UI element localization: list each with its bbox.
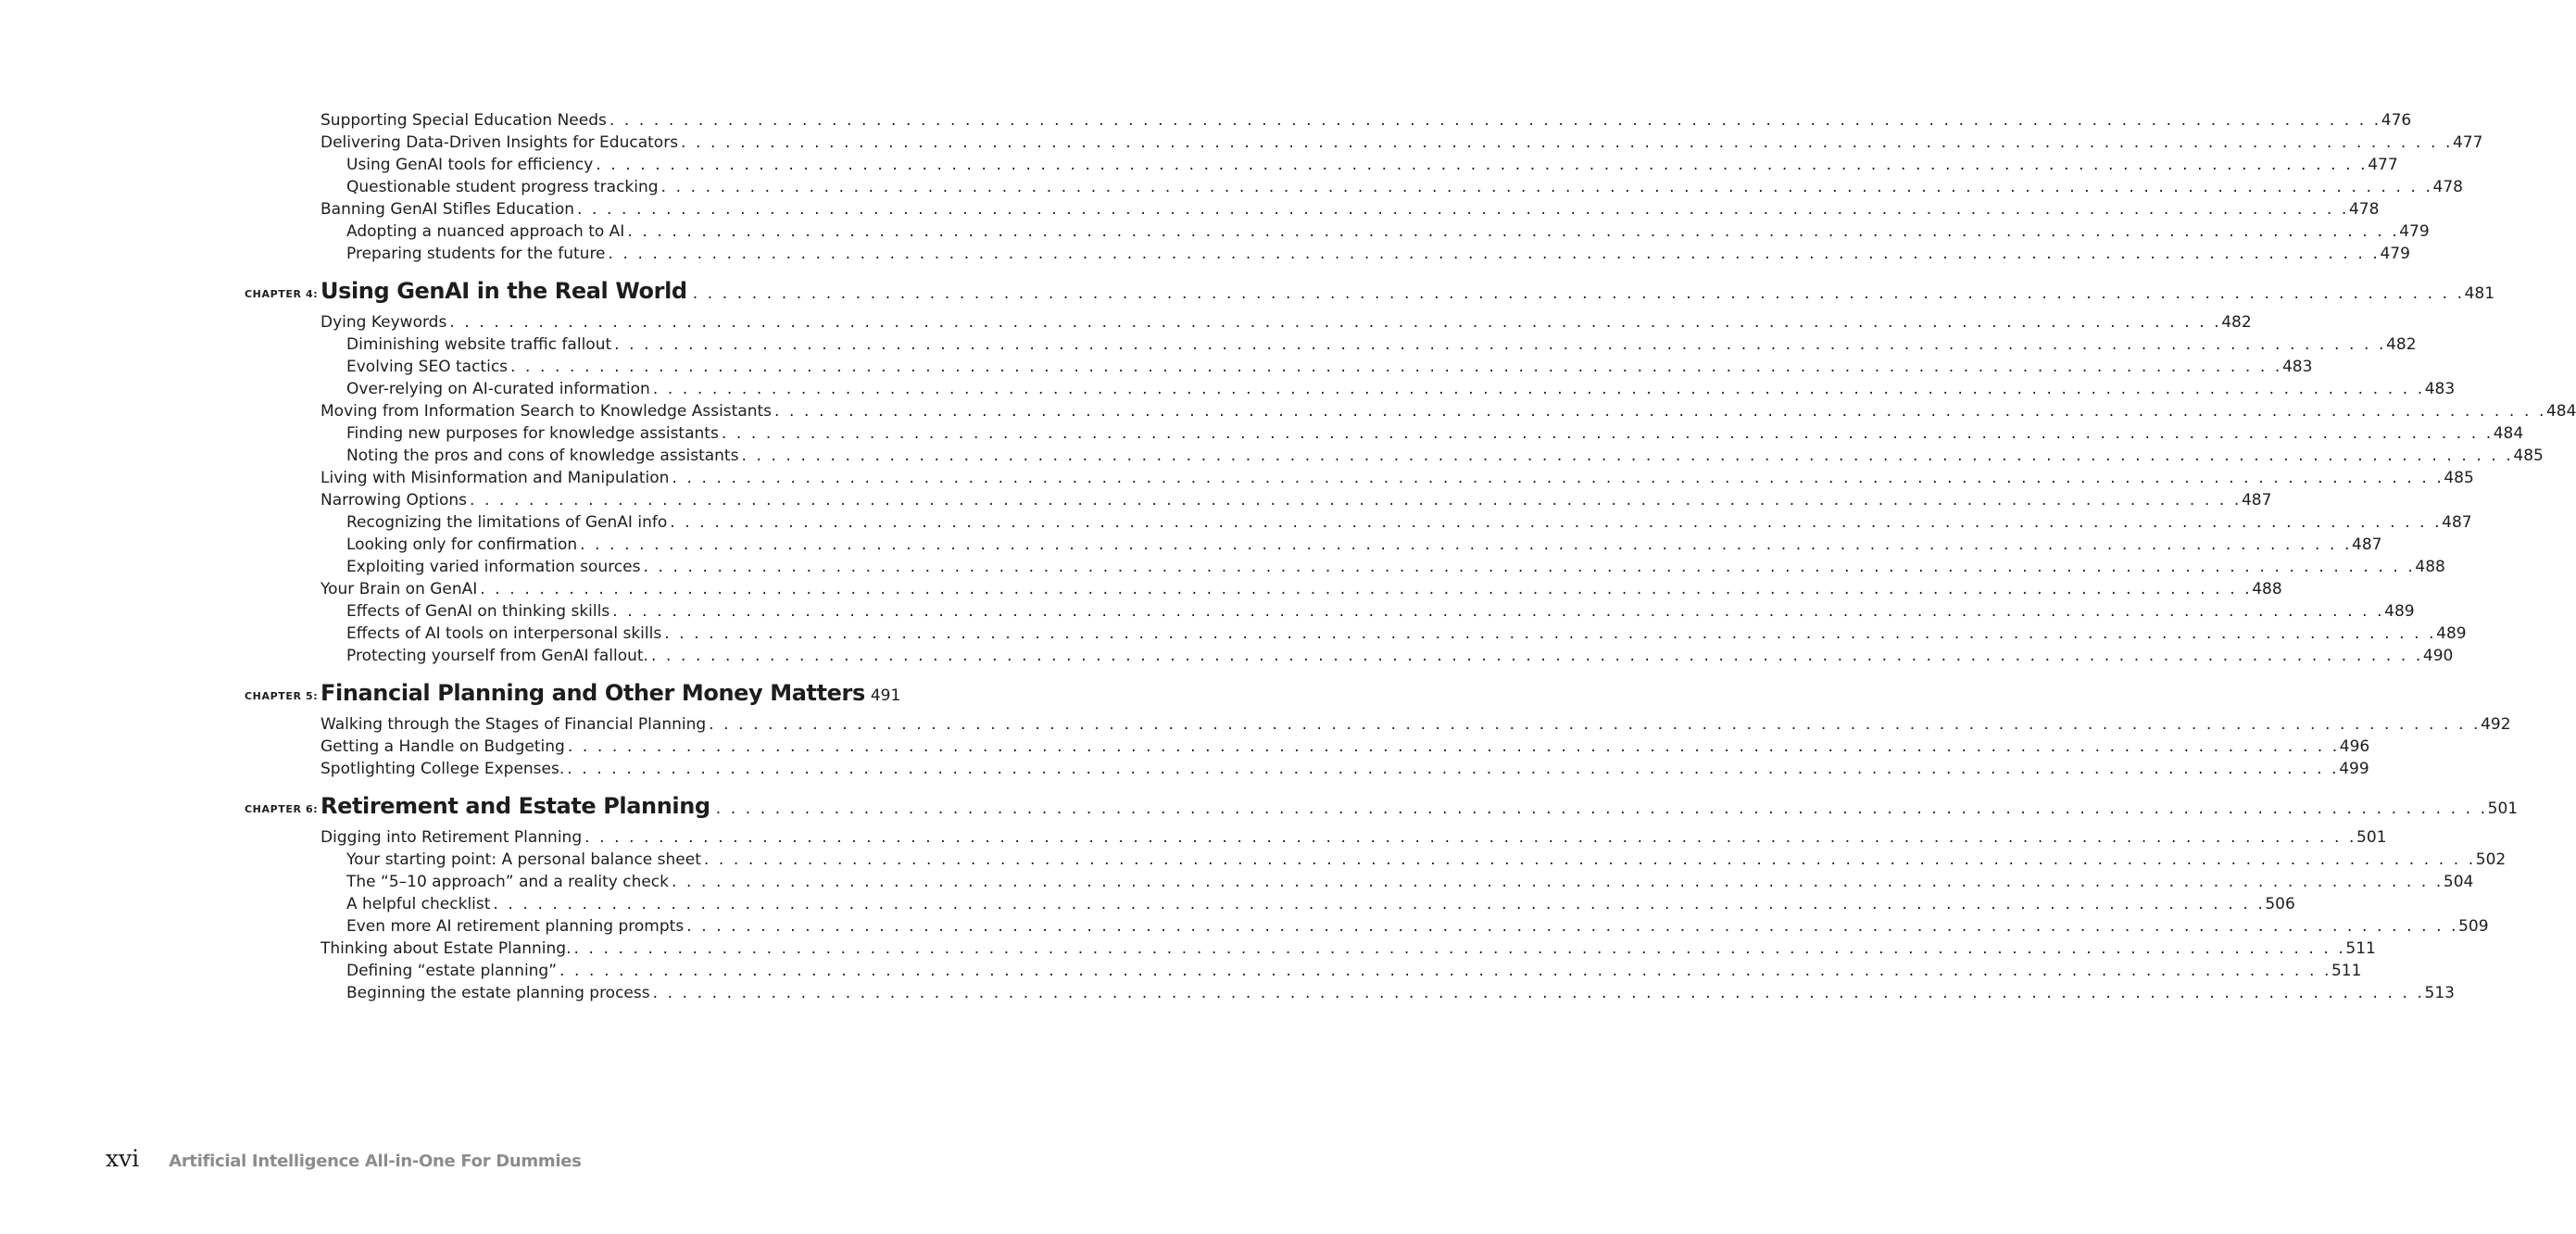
entry-title: Banning GenAI Stifles Education — [320, 200, 575, 219]
chapter-title: Retirement and Estate Planning — [320, 793, 710, 819]
dot-leader: . . . . . . . . . . . . . . . . . . . . . . . . . . . . . . . . . . . . . . . . . . . . . . . . . . . . . . . . . . . . . . . . . . . . . . . . . . . . . . . . . . . . . . . . . . . . . . . . . . . . . . . . . . . . . . . . . . . . . . . . — [470, 491, 2242, 510]
entry-page-number: 479 — [2380, 245, 2410, 263]
chapter-page-number: 501 — [2487, 800, 2519, 818]
entry-page-number: 492 — [2481, 715, 2511, 734]
dot-leader: . . . . . . . . . . . . . . . . . . . . . . . . . . . . . . . . . . . . . . . . . . . . . . . . . . . . . . . . . . . . . . . . . . . . . . . . . . . . . . . . . . . . . . . . . . . . . . . . . . . . . . . . . . . . . . . . . . . . . . . . — [703, 850, 2476, 869]
entry-page-number: 483 — [2424, 380, 2456, 398]
entry-page-number: 513 — [2424, 984, 2455, 1002]
entry-page-number: 489 — [2436, 624, 2467, 643]
toc-subsection-entry — [0, 220, 2430, 243]
toc-section-entry — [0, 467, 2474, 489]
entry-page-number: 476 — [2381, 111, 2412, 130]
entry-title: A helpful checklist — [346, 895, 491, 913]
dot-leader: . . . . . . . . . . . . . . . . . . . . . . . . . . . . . . . . . . . . . . . . . . . . . . . . . . . . . . . . . . . . . . . . . . . . . . . . . . . . . . . . . . . . . . . . . . . . . . . . . . . . . . . . . . . . . . . . . . . . . . . . — [573, 939, 2346, 958]
entry-title: Noting the pros and cons of knowledge assistants — [346, 447, 739, 465]
dot-leader: . . . . . . . . . . . . . . . . . . . . . . . . . . . . . . . . . . . . . . . . . . . . . . . . . . . . . . . . . . . . . . . . . . . . . . . . . . . . . . . . . . . . . . . . . . . . . . . . . . . . . . . . . . . . . . . . . . . . . . . . — [609, 111, 2381, 130]
toc-section-entry — [0, 400, 2576, 422]
toc-subsection-entry — [0, 334, 2417, 356]
toc-subsection-entry — [0, 893, 2295, 915]
dot-leader: . . . . . . . . . . . . . . . . . . . . . . . . . . . . . . . . . . . . . . . . . . . . . . . . . . . . . . . . . . . . . . . . . . . . . . . . . . . . . . . . . . . . . . . . . . . . . . . . . . . . . . . . . . . . . . . . . . . . . . . . — [650, 647, 2423, 665]
entry-title: Diminishing website traffic fallout — [346, 335, 612, 354]
chapter-page-number: 481 — [2464, 284, 2495, 303]
chapter-label: CHAPTER 6: — [245, 803, 319, 815]
entry-title: Delivering Data-Driven Insights for Educators — [320, 133, 679, 152]
entry-page-number: 485 — [2444, 469, 2474, 487]
dot-leader: . . . . . . . . . . . . . . . . . . . . . . . . . . . . . . . . . . . . . . . . . . . . . . . . . . . . . . . . . . . . . . . . . . . . . . . . . . . . . . . . . . . . . . . . . . . . . . . . . . . . . . . . . . . . . . . . . . . . . . . . — [510, 358, 2282, 376]
toc-section-entry — [0, 938, 2376, 960]
toc-subsection-entry — [0, 982, 2455, 1004]
dot-leader: . . . . . . . . . . . . . . . . . . . . . . . . . . . . . . . . . . . . . . . . . . . . . . . . . . . . . . . . . . . . . . . . . . . . . . . . . . . . . . . . . . . . . . . . . . . . . . . . . . . . . . . . . . . . . . . . . . . . . . . . — [660, 178, 2433, 196]
toc-subsection-entry — [0, 960, 2362, 982]
entry-title: Beginning the estate planning process — [346, 984, 650, 1002]
entry-title: Thinking about Estate Planning. — [320, 939, 572, 958]
entry-page-number: 504 — [2443, 873, 2474, 891]
dot-leader: . . . . . . . . . . . . . . . . . . . . . . . . . . . . . . . . . . . . . . . . . . . . . . . . . . . . . . . . . . . . . . . . . . . . . . . . . . . . . . . . . . . . . . . . . . . . . . . . . . . . . . . . . . . . . . . . . . . . . . . . — [627, 222, 2400, 241]
entry-title: Using GenAI tools for efficiency — [346, 156, 594, 174]
dot-leader: . . . . . . . . . . . . . . . . . . . . . . . . . . . . . . . . . . . . . . . . . . . . . . . . . . . . . . . . . . . . . . . . . . . . . . . . . . . . . . . . . . . . . . . . . . . . . . . . . . . . . . . . . . . . . . . . . . . . . . . . — [709, 715, 2482, 734]
dot-leader: . . . . . . . . . . . . . . . . . . . . . . . . . . . . . . . . . . . . . . . . . . . . . . . . . . . . . . . . . . . . . . . . . . . . . . . . . . . . . . . . . . . . . . . . . . . . . . . . . . . . . . . . . . . . . . . . . . . . . . . . — [614, 335, 2387, 354]
entry-page-number: 482 — [2386, 335, 2417, 354]
toc-subsection-entry — [0, 154, 2398, 176]
entry-page-number: 484 — [2545, 402, 2576, 421]
dot-leader: . . . . . . . . . . . . . . . . . . . . . . . . . . . . . . . . . . . . . . . . . . . . . . . . . . . . . . . . . . . . . . . . . . . . . . . . . . . . . . . . . . . . . . . . . . . . . . . . . . . . . . . . . . . . . . . . . . . . . . . . — [686, 917, 2459, 936]
chapter-page-number: 491 — [870, 686, 901, 705]
dot-leader: . . . . . . . . . . . . . . . . . . . . . . . . . . . . . . . . . . . . . . . . . . . . . . . . . . . . . . . . . . . . . . . . . . . . . . . . . . . . . . . . . . . . . . . . . . . . . . . . . . . . . . . . . . . . . . . . . . . . . . . . — [692, 284, 2465, 303]
entry-page-number: 485 — [2513, 447, 2544, 465]
page-number: xvi — [106, 1145, 140, 1172]
toc-section-entry — [0, 736, 2370, 758]
entry-title: Exploiting varied information sources — [346, 558, 641, 576]
entry-page-number: 483 — [2281, 358, 2313, 376]
entry-page-number: 511 — [2331, 962, 2362, 980]
entry-page-number: 478 — [2432, 178, 2463, 196]
entry-page-number: 477 — [2368, 156, 2398, 174]
dot-leader: . . . . . . . . . . . . . . . . . . . . . . . . . . . . . . . . . . . . . . . . . . . . . . . . . . . . . . . . . . . . . . . . . . . . . . . . . . . . . . . . . . . . . . . . . . . . . . . . . . . . . . . . . . . . . . . . . . . . . . . . — [580, 535, 2353, 554]
toc-section-entry — [0, 198, 2380, 220]
toc-chapter-heading — [0, 274, 2495, 311]
entry-title: Recognizing the limitations of GenAI info — [346, 513, 668, 532]
entry-title: Effects of GenAI on thinking skills — [346, 602, 610, 621]
entry-title: Questionable student progress tracking — [346, 178, 659, 196]
toc-section-entry — [0, 109, 2412, 132]
dot-leader: . . . . . . . . . . . . . . . . . . . . . . . . . . . . . . . . . . . . . . . . . . . . . . . . . . . . . . . . . . . . . . . . . . . . . . . . . . . . . . . . . . . . . . . . . . . . . . . . . . . . . . . . . . . . . . . . . . . . . . . . — [741, 447, 2514, 465]
dot-leader: . . . . . . . . . . . . . . . . . . . . . . . . . . . . . . . . . . . . . . . . . . . . . . . . . . . . . . . . . . . . . . . . . . . . . . . . . . . . . . . . . . . . . . . . . . . . . . . . . . . . . . . . . . . . . . . . . . . . . . . . — [652, 984, 2425, 1002]
toc-subsection-entry — [0, 623, 2467, 645]
dot-leader: . . . . . . . . . . . . . . . . . . . . . . . . . . . . . . . . . . . . . . . . . . . . . . . . . . . . . . . . . . . . . . . . . . . . . . . . . . . . . . . . . . . . . . . . . . . . . . . . . . . . . . . . . . . . . . . . . . . . . . . . — [681, 133, 2453, 152]
entry-page-number: 478 — [2348, 200, 2380, 219]
entry-page-number: 479 — [2399, 222, 2430, 241]
entry-title: Your starting point: A personal balance sheet — [346, 850, 701, 869]
toc-subsection-entry — [0, 176, 2463, 198]
dot-leader: . . . . . . . . . . . . . . . . . . . . . . . . . . . . . . . . . . . . . . . . . . . . . . . . . . . . . . . . . . . . . . . . . . . . . . . . . . . . . . . . . . . . . . . . . . . . . . . . . . . . . . . . . . . . . . . . . . . . . . . . — [670, 513, 2443, 532]
entry-page-number: 487 — [2352, 535, 2382, 554]
table-of-contents — [0, 109, 2576, 1004]
entry-title: Finding new purposes for knowledge assistants — [346, 424, 719, 443]
dot-leader: . . . . . . . . . . . . . . . . . . . . . . . . . . . . . . . . . . . . . . . . . . . . . . . . . . . . . . . . . . . . . . . . . . . . . . . . . . . . . . . . . . . . . . . . . . . . . . . . . . . . . . . . . . . . . . . . . . . . . . . . — [584, 828, 2357, 847]
entry-title: Moving from Information Search to Knowledge Assistants — [320, 402, 773, 421]
dot-leader: . . . . . . . . . . . . . . . . . . . . . . . . . . . . . . . . . . . . . . . . . . . . . . . . . . . . . . . . . . . . . . . . . . . . . . . . . . . . . . . . . . . . . . . . . . . . . . . . . . . . . . . . . . . . . . . . . . . . . . . . — [672, 469, 2444, 487]
dot-leader: . . . . . . . . . . . . . . . . . . . . . . . . . . . . . . . . . . . . . . . . . . . . . . . . . . . . . . . . . . . . . . . . . . . . . . . . . . . . . . . . . . . . . . . . . . . . . . . . . . . . . . . . . . . . . . . . . . . . . . . . — [774, 402, 2546, 421]
toc-subsection-entry — [0, 511, 2472, 534]
entry-page-number: 511 — [2345, 939, 2376, 958]
entry-title: Preparing students for the future — [346, 245, 606, 263]
chapter-title: Financial Planning and Other Money Matters — [320, 680, 865, 706]
toc-section-entry — [0, 489, 2272, 511]
dot-leader: . . . . . . . . . . . . . . . . . . . . . . . . . . . . . . . . . . . . . . . . . . . . . . . . . . . . . . . . . . . . . . . . . . . . . . . . . . . . . . . . . . . . . . . . . . . . . . . . . . . . . . . . . . . . . . . . . . . . . . . . — [493, 895, 2266, 913]
dot-leader: . . . . . . . . . . . . . . . . . . . . . . . . . . . . . . . . . . . . . . . . . . . . . . . . . . . . . . . . . . . . . . . . . . . . . . . . . . . . . . . . . . . . . . . . . . . . . . . . . . . . . . . . . . . . . . . . . . . . . . . . — [596, 156, 2369, 174]
entry-page-number: 506 — [2265, 895, 2295, 913]
dot-leader: . . . . . . . . . . . . . . . . . . . . . . . . . . . . . . . . . . . . . . . . . . . . . . . . . . . . . . . . . . . . . . . . . . . . . . . . . . . . . . . . . . . . . . . . . . . . . . . . . . . . . . . . . . . . . . . . . . . . . . . . — [672, 873, 2444, 891]
entry-page-number: 490 — [2422, 647, 2454, 665]
entry-title: Defining “estate planning” — [346, 962, 558, 980]
entry-page-number: 489 — [2384, 602, 2415, 621]
toc-section-entry — [0, 311, 2252, 334]
entry-page-number: 488 — [2415, 558, 2445, 576]
toc-subsection-entry — [0, 645, 2454, 667]
entry-page-number: 501 — [2356, 828, 2387, 847]
entry-page-number: 499 — [2339, 760, 2369, 778]
entry-title: Adopting a nuanced approach to AI — [346, 222, 625, 241]
dot-leader: . . . . . . . . . . . . . . . . . . . . . . . . . . . . . . . . . . . . . . . . . . . . . . . . . . . . . . . . . . . . . . . . . . . . . . . . . . . . . . . . . . . . . . . . . . . . . . . . . . . . . . . . . . . . . . . . . . . . . . . . — [612, 602, 2385, 621]
entry-page-number: 487 — [2442, 513, 2472, 532]
toc-subsection-entry — [0, 915, 2489, 938]
entry-title: Evolving SEO tactics — [346, 358, 509, 376]
toc-section-entry — [0, 826, 2387, 849]
dot-leader: . . . . . . . . . . . . . . . . . . . . . . . . . . . . . . . . . . . . . . . . . . . . . . . . . . . . . . . . . . . . . . . . . . . . . . . . . . . . . . . . . . . . . . . . . . . . . . . . . . . . . . . . . . . . . . . . . . . . . . . . — [449, 313, 2222, 332]
dot-leader: . . . . . . . . . . . . . . . . . . . . . . . . . . . . . . . . . . . . . . . . . . . . . . . . . . . . . . . . . . . . . . . . . . . . . . . . . . . . . . . . . . . . . . . . . . . . . . . . . . . . . . . . . . . . . . . . . . . . . . . . — [608, 245, 2381, 263]
toc-chapter-heading — [0, 676, 984, 713]
toc-subsection-entry — [0, 445, 2544, 467]
entry-title: Over-relying on AI-curated information — [346, 380, 650, 398]
entry-page-number: 482 — [2221, 313, 2252, 332]
chapter-label: CHAPTER 4: — [245, 288, 319, 300]
entry-page-number: 509 — [2458, 917, 2489, 936]
dot-leader: . . . . . . . . . . . . . . . . . . . . . . . . . . . . . . . . . . . . . . . . . . . . . . . . . . . . . . . . . . . . . . . . . . . . . . . . . . . . . . . . . . . . . . . . . . . . . . . . . . . . . . . . . . . . . . . . . . . . . . . . — [652, 380, 2425, 398]
entry-title: The “5–10 approach” and a reality check — [346, 873, 669, 891]
entry-page-number: 488 — [2252, 580, 2282, 598]
toc-subsection-entry — [0, 356, 2313, 378]
entry-title: Protecting yourself from GenAI fallout. — [346, 647, 648, 665]
dot-leader: . . . . . . . . . . . . . . . . . . . . . . . . . . . . . . . . . . . . . . . . . . . . . . . . . . . . . . . . . . . . . . . . . . . . . . . . . . . . . . . . . . . . . . . . . . . . . . . . . . . . . . . . . . . . . . . . . . . . . . . . — [480, 580, 2253, 598]
entry-title: Living with Misinformation and Manipulation — [320, 469, 670, 487]
entry-title: Looking only for confirmation — [346, 535, 578, 554]
dot-leader: . . . . . . . . . . . . . . . . . . . . . . . . . . . . . . . . . . . . . . . . . . . . . . . . . . . . . . . . . . . . . . . . . . . . . . . . . . . . . . . . . . . . . . . . . . . . . . . . . . . . . . . . . . . . . . . . . . . . . . . . — [643, 558, 2416, 576]
entry-page-number: 496 — [2339, 737, 2370, 756]
entry-title: Effects of AI tools on interpersonal skills — [346, 624, 662, 643]
entry-title: Dying Keywords — [320, 313, 447, 332]
toc-section-entry — [0, 132, 2483, 154]
entry-title: Supporting Special Education Needs — [320, 111, 607, 130]
entry-page-number: 487 — [2241, 491, 2272, 510]
page-footer — [106, 1145, 582, 1172]
entry-title: Your Brain on GenAI — [320, 580, 478, 598]
toc-subsection-entry — [0, 849, 2507, 871]
dot-leader: . . . . . . . . . . . . . . . . . . . . . . . . . . . . . . . . . . . . . . . . . . . . . . . . . . . . . . . . . . . . . . . . . . . . . . . . . . . . . . . . . . . . . . . . . . . . . . . . . . . . . . . . . . . . . . . . . . . . . . . . — [715, 800, 2488, 818]
dot-leader: . . . . . . . . . . . . . . . . . . . . . . . . . . . . . . . . . . . . . . . . . . . . . . . . . . . . . . . . . . . . . . . . . . . . . . . . . . . . . . . . . . . . . . . . . . . . . . . . . . . . . . . . . . . . . . . . . . . . . . . . — [567, 737, 2340, 756]
toc-subsection-entry — [0, 378, 2456, 400]
entry-title: Digging into Retirement Planning — [320, 828, 583, 847]
dot-leader: . . . . . . . . . . . . . . . . . . . . . . . . . . . . . . . . . . . . . . . . . . . . . . . . . . . . . . . . . . . . . . . . . . . . . . . . . . . . . . . . . . . . . . . . . . . . . . . . . . . . . . . . . . . . . . . . . . . . . . . . — [577, 200, 2349, 219]
entry-title: Even more AI retirement planning prompts — [346, 917, 685, 936]
dot-leader: . . . . . . . . . . . . . . . . . . . . . . . . . . . . . . . . . . . . . . . . . . . . . . . . . . . . . . . . . . . . . . . . . . . . . . . . . . . . . . . . . . . . . . . . . . . . . . . . . . . . . . . . . . . . . . . . . . . . . . . . — [721, 424, 2494, 443]
entry-title: Narrowing Options — [320, 491, 468, 510]
toc-subsection-entry — [0, 534, 2382, 556]
entry-title: Walking through the Stages of Financial Planning — [320, 715, 707, 734]
entry-page-number: 477 — [2452, 133, 2483, 152]
chapter-label: CHAPTER 5: — [245, 690, 319, 702]
toc-subsection-entry — [0, 422, 2524, 445]
entry-title: Getting a Handle on Budgeting — [320, 737, 565, 756]
toc-chapter-heading — [0, 789, 2519, 826]
toc-section-entry — [0, 578, 2282, 600]
running-footer-book-title: Artificial Intelligence All-in-One For Dummies — [169, 1152, 582, 1171]
dot-leader: . . . . . . . . . . . . . . . . . . . . . . . . . . . . . . . . . . . . . . . . . . . . . . . . . . . . . . . . . . . . . . . . . . . . . . . . . . . . . . . . . . . . . . . . . . . . . . . . . . . . . . . . . . . . . . . . . . . . . . . . — [567, 760, 2340, 778]
toc-subsection-entry — [0, 556, 2445, 578]
toc-subsection-entry — [0, 600, 2415, 623]
toc-section-entry — [0, 758, 2369, 780]
dot-leader: . . . . . . . . . . . . . . . . . . . . . . . . . . . . . . . . . . . . . . . . . . . . . . . . . . . . . . . . . . . . . . . . . . . . . . . . . . . . . . . . . . . . . . . . . . . . . . . . . . . . . . . . . . . . . . . . . . . . . . . . — [664, 624, 2437, 643]
toc-subsection-entry — [0, 871, 2474, 893]
toc-subsection-entry — [0, 243, 2410, 265]
dot-leader: . . . . . . . . . . . . . . . . . . . . . . . . . . . . . . . . . . . . . . . . . . . . . . . . . . . . . . . . . . . . . . . . . . . . . . . . . . . . . . . . . . . . . . . . . . . . . . . . . . . . . . . . . . . . . . . . . . . . . . . . — [559, 962, 2331, 980]
entry-title: Spotlighting College Expenses. — [320, 760, 565, 778]
entry-page-number: 502 — [2475, 850, 2507, 869]
entry-page-number: 484 — [2493, 424, 2524, 443]
chapter-title: Using GenAI in the Real World — [320, 278, 687, 304]
toc-section-entry — [0, 713, 2511, 736]
